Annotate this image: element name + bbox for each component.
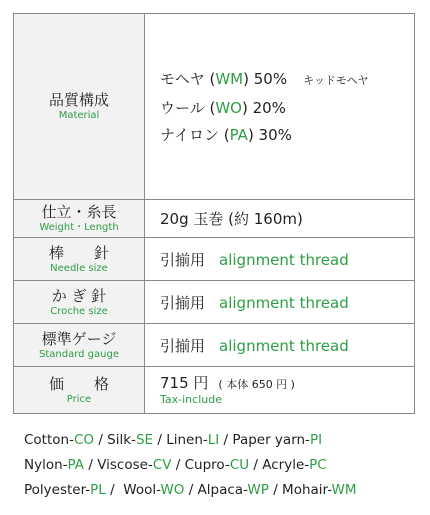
composition-line: [160, 69, 414, 91]
legend-code: CU: [229, 457, 250, 473]
legend-code: WP: [247, 482, 269, 498]
needle-value-cell: [145, 238, 415, 281]
fiber-code: WO: [215, 98, 242, 117]
composition-label-jp: 品質構成: [48, 91, 109, 109]
legend-name: Nylon-: [24, 457, 68, 473]
legend-code: CO: [73, 432, 95, 448]
composition-row: [14, 14, 415, 200]
legend-name: Polyester-: [24, 482, 91, 498]
legend-name: Linen-: [166, 432, 208, 448]
legend-code: WO: [160, 482, 185, 498]
price-value-cell: [145, 367, 415, 414]
legend-code: LI: [207, 432, 220, 448]
weight-row: [14, 200, 415, 238]
needle-value-en: alignment thread: [219, 250, 349, 269]
gauge-value-jp: 引揃用: [160, 336, 206, 355]
crochet-label-jp: か ぎ 針: [51, 286, 107, 305]
crochet-row: [14, 281, 415, 324]
fiber-percent: ) 50%: [243, 69, 288, 88]
needle-label-en: Needle size: [50, 262, 108, 274]
legend-code: PL: [90, 482, 106, 498]
weight-value: 20g 玉巻 (約 160m): [160, 210, 303, 228]
needle-value-jp: 引揃用: [160, 250, 206, 269]
legend-code: PA: [67, 457, 85, 473]
fiber-percent: ) 20%: [241, 98, 286, 117]
legend-separator: /: [171, 457, 185, 473]
composition-label-cell: [14, 14, 145, 200]
legend-name: Silk-: [107, 432, 136, 448]
legend-code: SE: [135, 432, 154, 448]
crochet-label-cell: [14, 281, 145, 324]
price-label-cell: [14, 367, 145, 414]
legend-separator: /: [84, 457, 98, 473]
fiber-percent: ) 30%: [247, 125, 292, 144]
fiber-name: ウール (: [160, 98, 216, 117]
crochet-value-en: alignment thread: [219, 293, 349, 312]
legend-row: [24, 453, 357, 478]
legend-row: [24, 428, 357, 453]
legend-code: PC: [309, 457, 327, 473]
legend-separator: /: [153, 432, 167, 448]
price-sub: ( 本体 650 円 ): [218, 378, 295, 391]
price-value: 715 円: [160, 374, 209, 392]
weight-label-cell: [14, 200, 145, 238]
legend-code: PI: [309, 432, 323, 448]
composition-line: [160, 98, 414, 118]
legend-separator: /: [268, 482, 283, 498]
legend-name: Paper yarn-: [232, 432, 310, 448]
needle-row: [14, 238, 415, 281]
legend-name: Mohair-: [282, 482, 332, 498]
gauge-value-cell: [145, 324, 415, 367]
legend-name: Cupro-: [184, 457, 230, 473]
weight-value-cell: [145, 200, 415, 238]
fiber-name: ナイロン (: [160, 125, 230, 144]
legend-name: Wool-: [123, 482, 161, 498]
fiber-code-legend: [24, 428, 357, 503]
legend-separator: /: [249, 457, 263, 473]
legend-name: Cotton-: [24, 432, 74, 448]
legend-separator: /: [184, 482, 198, 498]
legend-separator: /: [94, 432, 108, 448]
gauge-value-en: alignment thread: [219, 336, 349, 355]
weight-label-jp: 仕立・糸長: [41, 203, 117, 221]
price-label-jp: 価 格: [48, 374, 109, 393]
composition-line: [160, 125, 414, 145]
weight-label-en: Weight・Length: [39, 222, 119, 233]
legend-separator: /: [105, 482, 124, 498]
legend-name: Alpaca-: [197, 482, 248, 498]
fiber-code: WM: [215, 69, 244, 88]
crochet-value-cell: [145, 281, 415, 324]
crochet-value-jp: 引揃用: [160, 293, 206, 312]
crochet-label-en: Croche size: [50, 305, 108, 317]
needle-label-cell: [14, 238, 145, 281]
composition-label-en: Material: [58, 110, 100, 121]
gauge-row: [14, 324, 415, 367]
fiber-note: キッドモヘヤ: [303, 73, 369, 87]
gauge-label-cell: [14, 324, 145, 367]
legend-code: WM: [331, 482, 357, 498]
fiber-name: モヘヤ (: [160, 69, 216, 88]
price-label-en: Price: [66, 393, 92, 405]
price-row: [14, 367, 415, 414]
needle-label-jp: 棒 針: [48, 243, 109, 262]
spec-table: [13, 13, 415, 414]
legend-row: [24, 478, 357, 503]
legend-name: Acryle-: [262, 457, 310, 473]
legend-code: CV: [152, 457, 172, 473]
fiber-code: PA: [229, 125, 248, 144]
gauge-label-en: Standard gauge: [39, 348, 119, 360]
price-tax-note: Tax-include: [160, 393, 222, 406]
composition-value-cell: [145, 14, 415, 200]
legend-name: Viscose-: [97, 457, 153, 473]
legend-separator: /: [219, 432, 233, 448]
gauge-label-jp: 標準ゲージ: [41, 329, 117, 348]
